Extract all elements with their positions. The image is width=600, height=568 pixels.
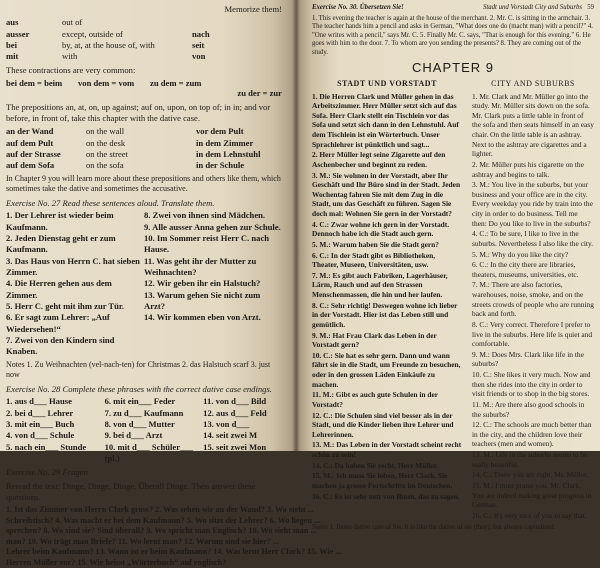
dialogue-line-de: 7. M.: Es gibt auch Fabriken, Lagerhäuser, Lärm, Rauch und auf den Strassen Menschenmassen, die hin und her laufen.	[312, 270, 448, 300]
dialogue-line-en: 7. M.: There are also factories, warehouses, noise, smoke, and on the streets crowds of people who are running back and forth.	[472, 280, 594, 319]
sentence: 8. Zwei von ihnen sind Mädchen.	[144, 210, 266, 221]
question-line: 1. Ist das Zimmer von Herrn Clark gross? 2. Was sehen wir an der Wand? 3. Wo steht ...	[6, 505, 314, 515]
dialogue-line-de: 4. C.: Zwar wohne ich gern in der Vorstadt. Dennoch habe ich die Stadt auch gern.	[312, 219, 450, 239]
phrase: 5. nach ein___ Stunde	[6, 441, 87, 452]
running-title-group	[483, 4, 594, 13]
prep-example-row: auf dem Pult on the desk in dem Zimmer	[6, 137, 254, 148]
phrase: 9. bei d___ Arzt	[104, 430, 163, 441]
prep-example-table	[6, 126, 282, 171]
dialogue-line-en: 16. C.: It's very nice of you to say that.	[472, 510, 587, 520]
sentence: 13. Warum gehen Sie nicht zum Arzt?	[144, 289, 261, 311]
exercise-30-text: 1. This evening the teacher is again at the house of the merchant. 2. Mr. C. is sitting in the armchair. 3. The teacher hands him a pencil and asks in German, "What does one do (macht man) with a pencil?" 4. "One writes with a pencil," says Mr. C. 5. Finally Mr. C. says, "That is enough for this evening." 6. He goes with him to the door. 7. To whom are you sending the presents? 8. They are coming out of the study.	[312, 14, 593, 56]
exercise-28	[6, 396, 282, 464]
sentence: 2. Jeden Dienstag geht er zum Kaufmann.	[6, 232, 116, 255]
english-title: CITY AND SUBURBS	[491, 79, 575, 89]
dialogue-line-de: 6. C.: In der Stadt gibt es Bibliotheken, Theater, Museen, Universitäten, usw.	[312, 250, 436, 270]
dialogue-line-de: 2. Herr Müller legt seine Zigarette auf den Aschenbecher und beginnt zu reden.	[312, 150, 446, 169]
exercise-29-questions	[6, 505, 342, 568]
prep-example-row: auf der Strasse on the street in dem Lehnstuhl	[6, 149, 261, 160]
preposition-table	[6, 17, 282, 62]
dialogue-columns	[312, 79, 594, 521]
prep-de2	[192, 17, 282, 28]
dialogue-line-en: 8. C.: Very correct. Therefore I prefer to live in the suburbs. Here life is quiet and comfortable.	[472, 319, 593, 349]
right-page	[296, 0, 600, 532]
contraction: von dem = vom	[78, 78, 135, 89]
book-spine	[292, 0, 300, 451]
dialogue-line-en: 10. C.: She likes it very much. Now and then she rides into the city in order to visit friends or to shop in the big stores.	[472, 370, 591, 399]
running-title: Stadt und Vorstadt City and Suburbs	[482, 4, 583, 11]
phrase: 13. von d___	[203, 418, 250, 429]
phrase: 15. seit zwei Mon	[203, 441, 267, 452]
phrase: 6. mit ein___ Feder	[104, 396, 176, 407]
question-line: Herren Müller vor? 15. Wie heisst „Wörterbuch“ auf englisch?	[6, 557, 227, 567]
phrase: 12. aus d___ Feld	[203, 407, 267, 418]
dialogue-line-de: 12. C.: Die Schulen sind viel besser als in der Stadt, und die Kinder lieben ihre Lehrer und Lehrerinnen.	[312, 410, 454, 439]
dialogue-line-de: 11. M.: Gibt es auch gute Schulen in der Vorstadt?	[312, 390, 438, 409]
prep-en: by, at, at the house of, with	[62, 40, 155, 51]
prep-de: ausser	[6, 28, 30, 39]
prep-de: bei	[6, 40, 17, 51]
prep-en: except, outside of	[62, 28, 123, 39]
contraction: bei dem = beim	[6, 78, 63, 89]
dialogue-line-de: 14. C.: Da haben Sie recht, Herr Müller.	[312, 460, 439, 470]
sentence: 5. Herr C. geht mit ihm zur Tür.	[6, 301, 125, 311]
prep-de2: seit	[192, 40, 205, 51]
phrase: 4. von d___ Schule	[6, 430, 75, 441]
dialogue-line-de: 1. Die Herren Clark und Müller gehen in das Arbeitszimmer. Herr Müller setzt sich auf das Sofa. Herr Clark stellt ein Tischlein vor das Sofa und setzt sich dann in den Lehnstuhl. Auf dem Tischlein ist ein Wörterbuch. Unser Sprachlehrer ist pünktlich und sagt...	[312, 91, 459, 149]
prep-en: with	[62, 51, 78, 62]
exercise-27-left	[6, 210, 144, 357]
prepositions-note: The prepositions an, at, on, up against; auf on, upon, on top of; in in; and vor before, in front of, take this chapter with the dative case.	[6, 101, 271, 124]
question-line: man? 10. Wo trägt man Briefe? 11. Wo lernt man? 12. Warum sind sie hier? ...	[6, 536, 280, 546]
phrase: 7. zu d___ Kaufmann	[104, 407, 184, 418]
prep-example-row: auf dem Sofa on the sofa in der Schule	[6, 160, 245, 171]
dialogue-line-en: 1. Mr. Clark and Mr. Müller go into the study. Mr. Müller sits down on the sofa. Mr. Clark puts a little table in front of the sofa and then seats himself in an easy chair. On the little table is an ashtray. Next to the ashtray are cigarettes and a lighter.	[472, 91, 594, 159]
exercise-30-title: Exercise No. 30. Übersetzen Sie!	[312, 4, 404, 11]
sentence: 11. Was geht ihr der Mutter zu Weihnachten?	[144, 255, 257, 277]
page-number: 59	[587, 4, 594, 11]
sentence: 9. Alle ausser Anna gehen zur Schule.	[144, 221, 281, 232]
prep-example-row: an der Wand on the wall vor dem Pult	[6, 126, 244, 137]
phrase: 14. seit zwei M	[203, 430, 258, 441]
german-column	[312, 79, 462, 521]
contraction: zu dem = zum	[150, 78, 202, 89]
dialogue-line-en: 13. M.: Life in the suburbs seems to be really beautiful.	[472, 450, 588, 469]
dialogue-line-en: 12. C.: The schools are much better than in the city, and the children love their teachers (men and women).	[472, 420, 592, 449]
prep-row	[6, 17, 282, 28]
contractions-intro: These contractions are very common:	[6, 64, 136, 75]
question-line: Schreibtisch? 4. Was macht er bei dem Kaufmann? 5. Wo sitzt der Lehrer? 6. Wo liegen ...	[6, 515, 321, 525]
prep-row	[6, 29, 282, 40]
exercise-27	[6, 210, 282, 357]
sentence: 6. Er sagt zum Lehrer: „Auf Wiedersehen!“	[6, 312, 110, 334]
dialogue-line-de: 9. M.: Hat Frau Clark das Leben in der Vorstadt gern?	[312, 330, 437, 350]
running-head	[312, 4, 594, 13]
phrase: 10. mit d___ Schüler___ (pl.)	[104, 441, 193, 463]
dialogue-line-en: 14. C.: There you are right, Mr. Müller.	[472, 470, 589, 480]
sentence: 7. Zwei von den Kindern sind Knaben.	[6, 335, 115, 357]
footnote: Notes 1. Ihnen dative case of Sie. It is like the dative of sie (they), but always capitalized.	[312, 524, 556, 532]
question-line: Lehrer beim Kaufmann? 13. Wann ist er beim Kaufmann? 14. Was lernt Herr Clark? 15. Wie ...	[6, 547, 342, 557]
chapter-heading: CHAPTER 9	[412, 60, 494, 76]
exercise-29-intro: Reread the text: Dinge, Dinge, Dinge, Überall Dinge. Then answer these questions.	[6, 480, 256, 502]
dialogue-line-de: 3. M.: Sie wohnen in der Vorstadt, aber Ihr Geschäft und Ihr Büro sind in der Stadt. Jeden Wochentag fahren Sie mit dem Zug in die Stadt, um das Geschäft zu führen. Sagen Sie doch mal: Wohnen Sie gern in der Vorstadt?	[312, 170, 461, 219]
phrase: 8. von d___ Mutter	[104, 418, 175, 429]
prep-de: aus	[6, 17, 19, 28]
sentence: 12. Wir geben ihr ein Halstuch?	[144, 278, 261, 289]
dialogue-line-de: 10. C.: Sie hat es sehr gern. Dann und wann fährt sie in die Stadt, um Freunde zu besuchen, oder in den grossen Läden Einkäufe zu machen.	[312, 350, 461, 389]
exercise-29-title: Exercise No. 29 Fragen	[6, 467, 88, 478]
exercise-27-right	[144, 210, 282, 323]
dialogue-line-en: 3. M.: You live in the suburbs, but your business and your office are in the city. Every weekday you ride by train into the city in order to do business. Tell me then: Do you like to live in the suburbs?	[472, 180, 593, 228]
exercise-27-notes: Notes 1. Zu Weihnachten (vel-nach-ten) for Christmas 2. das Halstuch scarf 3. just now	[6, 359, 271, 380]
phrase: 2. bei d___ Lehrer	[6, 407, 74, 418]
prep-en: out of	[62, 17, 83, 28]
dialogue-line-en: 15. M.: I must praise you, Mr. Clark. You are indeed making great progress in German.	[472, 480, 592, 510]
prep-de2: von	[192, 51, 206, 62]
phrase: 3. mit ein___ Buch	[6, 418, 75, 429]
dialogue-line-de: 15. M.: Ich muss Sie loben, Herr Clark. Sie machen ja grosse Fortschritte im Deutschen.	[312, 471, 453, 490]
sentence: 10. Im Sommer reist Herr C. nach Hause.	[144, 232, 270, 255]
dialogue-line-en: 6. C.: In the city there are libraries, theaters, museums, universities, etc.	[472, 260, 579, 279]
chapter9-note: In Chapter 9 you will learn more about these prepositions and others like them, which sometimes take the dative and sometimes the accusative.	[6, 173, 281, 194]
prep-de2: nach	[192, 28, 210, 39]
memorize-line: Memorize them!	[224, 4, 282, 14]
dialogue-line-en: 11. M.: Are there also good schools in the suburbs?	[472, 399, 585, 419]
prep-de: mit	[6, 51, 19, 62]
dialogue-line-de: 5. M.: Warum haben Sie die Stadt gern?	[312, 239, 439, 249]
sentence: 3. Das Haus von Herrn C. hat sieben Zimmer.	[6, 255, 140, 277]
dialogue-line-en: 5. M.: Why do you like the city?	[472, 249, 569, 259]
dialogue-line-en: 4. C.: To be sure, I like to live in the suburbs. Nevertheless I also like the city.	[472, 229, 594, 248]
exercise-27-title: Exercise No. 27 Read these sentences aloud. Translate them.	[6, 197, 215, 208]
dialogue-line-en: 9. M.: Does Mrs. Clark like life in the suburbs?	[472, 349, 584, 369]
sentence: 1. Der Lehrer ist wieder beim Kaufmann.	[6, 210, 114, 232]
dialogue-line-de: 13. M.: Das Leben in der Vorstadt scheint recht schön zu sein!	[312, 440, 462, 460]
dialogue-line-de: 8. C.: Sehr richtig! Deswegen wohne ich lieber in der Vorstadt. Hier ist das Leben still und gemütlich.	[312, 300, 458, 329]
prep-row	[6, 40, 282, 51]
dialogue-line-de: 16. C.: Es ist sehr nett von Ihnen, das zu sagen.	[312, 491, 460, 501]
prep-row	[6, 51, 282, 62]
phrase: 11. von d___ Bild	[203, 396, 267, 407]
question-line: sprechen? 8. Wo sind sie? Sind überall? 9. Wo spricht man Englisch? 10. Wo sieht man ...	[6, 526, 317, 536]
english-column	[472, 79, 594, 521]
contraction: zu der = zur	[237, 88, 282, 99]
exercise-28-title: Exercise No. 28 Complete these phrases with the correct dative case endings.	[6, 383, 272, 394]
sentence: 4. Die Herren gehen aus dem Zimmer.	[6, 278, 112, 300]
dialogue-line-en: 2. Mr. Müller puts his cigarette on the ashtray and begins to talk.	[472, 159, 584, 179]
phrase: 1. aus d___ Hause	[6, 396, 72, 407]
sentence: 14. Wir kommen eben von Arzt.	[144, 312, 261, 323]
german-title: STADT UND VORSTADT	[337, 79, 437, 89]
